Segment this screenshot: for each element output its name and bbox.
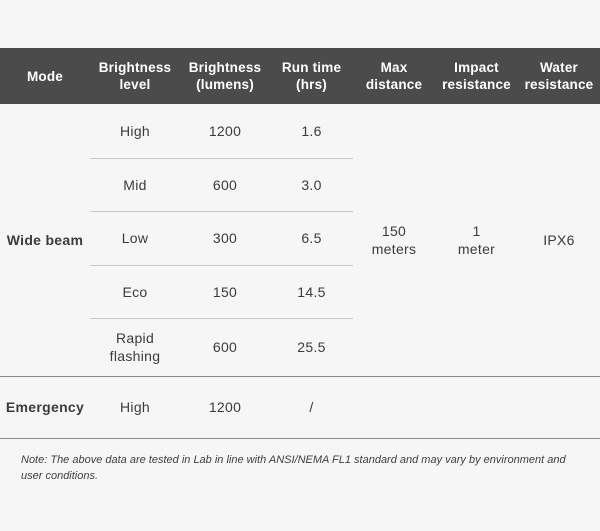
header-mode: Mode bbox=[0, 48, 90, 104]
runtime-cell: / bbox=[270, 376, 353, 438]
table-row bbox=[0, 104, 600, 158]
header-max-distance: Max distance bbox=[353, 48, 435, 104]
runtime-cell: 1.6 bbox=[270, 104, 353, 158]
level-cell: Rapid flashing bbox=[90, 318, 180, 376]
header-impact-resistance: Impact resistance bbox=[435, 48, 518, 104]
lumens-cell: 1200 bbox=[180, 104, 270, 158]
level-cell: High bbox=[90, 376, 180, 438]
lumens-cell: 150 bbox=[180, 265, 270, 318]
runtime-cell: 25.5 bbox=[270, 318, 353, 376]
header-brightness-level: Brightness level bbox=[90, 48, 180, 104]
lumens-cell: 300 bbox=[180, 211, 270, 265]
mode-cell-emergency: Emergency bbox=[0, 376, 90, 438]
runtime-cell: 6.5 bbox=[270, 211, 353, 265]
max-distance-cell: 150 meters bbox=[353, 104, 435, 376]
water-resistance-cell: IPX6 bbox=[518, 104, 600, 376]
spec-table bbox=[0, 48, 600, 439]
header-brightness-lumens: Brightness (lumens) bbox=[180, 48, 270, 104]
level-cell: Mid bbox=[90, 158, 180, 211]
runtime-cell: 14.5 bbox=[270, 265, 353, 318]
header-run-time: Run time (hrs) bbox=[270, 48, 353, 104]
level-cell: Low bbox=[90, 211, 180, 265]
table-row bbox=[0, 376, 600, 438]
runtime-cell: 3.0 bbox=[270, 158, 353, 211]
lumens-cell: 600 bbox=[180, 158, 270, 211]
level-cell: Eco bbox=[90, 265, 180, 318]
impact-resistance-cell: 1 meter bbox=[435, 104, 518, 376]
mode-cell-wide-beam: Wide beam bbox=[0, 104, 90, 376]
footnote: Note: The above data are tested in Lab in line with ANSI/NEMA FL1 standard and may vary by environment and user conditions. bbox=[21, 454, 566, 482]
lumens-cell: 600 bbox=[180, 318, 270, 376]
level-cell: High bbox=[90, 104, 180, 158]
lumens-cell: 1200 bbox=[180, 376, 270, 438]
empty-cell bbox=[435, 376, 518, 438]
header-row bbox=[0, 48, 600, 104]
header-water-resistance: Water resistance bbox=[518, 48, 600, 104]
empty-cell bbox=[353, 376, 435, 438]
empty-cell bbox=[518, 376, 600, 438]
